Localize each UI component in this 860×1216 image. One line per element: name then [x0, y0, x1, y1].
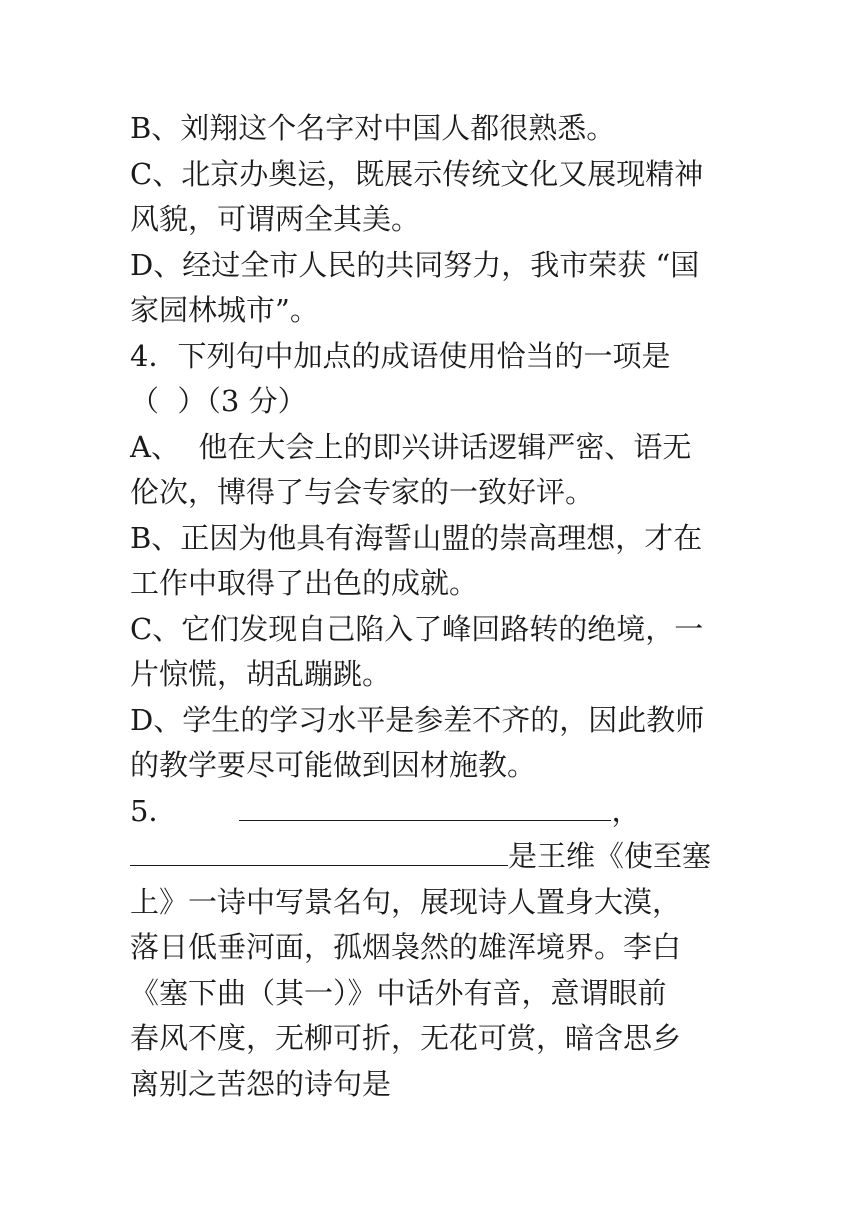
- text-line: D、经过全市人民的共同努力，我市荣获 “国: [130, 247, 700, 282]
- option-a-line-1: A、 他在大会上的即兴讲话逻辑严密、语无: [130, 429, 692, 464]
- question-4-stem: 4．下列句中加点的成语使用恰当的一项是: [130, 338, 671, 373]
- question-5-second-line: [130, 834, 730, 880]
- option-c-line-1: C、它们发现自己陷入了峰回路转的绝境，一: [130, 611, 704, 646]
- comma: ，: [611, 793, 641, 828]
- document-page: [130, 106, 730, 1107]
- text-line: 风貌，可谓两全其美。: [130, 202, 421, 236]
- question-5-first-line: [130, 789, 730, 835]
- text-line: 家园林城市”。: [130, 293, 319, 327]
- question-4-score: （ ）（3 分）: [130, 384, 307, 418]
- option-b-line-2: 工作中取得了出色的成就。: [130, 566, 479, 600]
- question-5-text: 是王维《使至塞: [508, 839, 712, 873]
- option-c-line-2: 片惊慌，胡乱蹦跳。: [130, 657, 392, 691]
- option-a-line-2: 伦次，博得了与会专家的一致好评。: [130, 475, 595, 509]
- text-line: 春风不度，无柳可折，无花可赏，暗含思乡: [130, 1021, 682, 1055]
- text-line: 上》一诗中写景名句，展现诗人置身大漠，: [130, 884, 682, 919]
- text-line: 《塞下曲（其一）》中话外有音，意谓眼前: [130, 975, 667, 1010]
- answer-blank-1[interactable]: [239, 792, 611, 821]
- option-b-line-1: B、正因为他具有海誓山盟的崇高理想，才在: [130, 520, 703, 555]
- option-d-line-2: 的教学要尽可能做到因材施教。: [130, 748, 537, 782]
- question-5-number: 5．: [130, 793, 178, 828]
- text-line: 离别之苦怨的诗句是: [130, 1066, 392, 1101]
- text-line: 落日低垂河面，孤烟袅然的雄浑境界。李白: [130, 930, 682, 964]
- option-d-line-1: D、学生的学习水平是参差不齐的，因此教师: [130, 702, 705, 737]
- text-line: C、北京办奥运，既展示传统文化又展现精神: [130, 156, 704, 191]
- text-line: B、刘翔这个名字对中国人都很熟悉。: [130, 111, 616, 145]
- answer-blank-2[interactable]: [130, 837, 508, 866]
